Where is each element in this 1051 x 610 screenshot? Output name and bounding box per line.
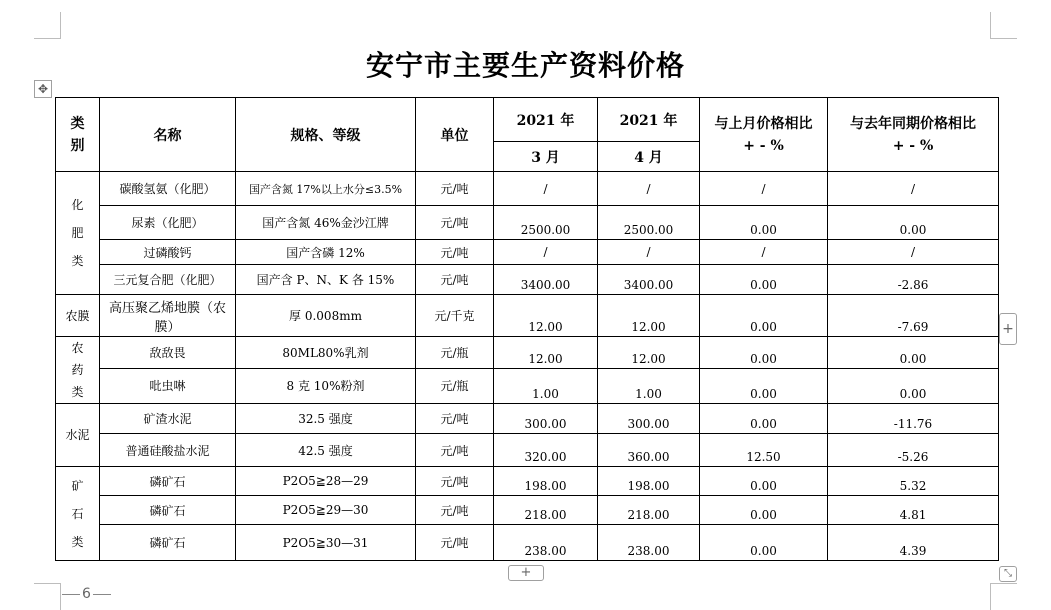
table-resize-handle-icon[interactable]: ⤡	[999, 566, 1017, 582]
table-row	[56, 337, 999, 369]
page-number: 6	[60, 586, 113, 602]
name-cell: 吡虫啉	[100, 368, 236, 403]
table-move-handle-icon[interactable]: ✥	[34, 80, 52, 98]
march-price-cell: 320.00	[494, 434, 598, 467]
spec-cell: 80ML80%乳剂	[236, 337, 416, 369]
spec-cell: 32.5 强度	[236, 404, 416, 434]
march-price-cell: 12.00	[494, 337, 598, 369]
april-price-cell: 360.00	[598, 434, 700, 467]
march-price-cell: 2500.00	[494, 206, 598, 240]
march-price-cell: /	[494, 240, 598, 265]
header-month-2: 4 月	[598, 142, 700, 172]
unit-cell: 元/瓶	[416, 337, 494, 369]
march-price-cell: 1.00	[494, 368, 598, 403]
header-unit: 单位	[416, 98, 494, 172]
yoy-change-cell: 4.81	[828, 496, 999, 525]
spec-cell: P2O5≧30—31	[236, 525, 416, 561]
spec-cell: 国产含磷 12%	[236, 240, 416, 265]
name-cell: 过磷酸钙	[100, 240, 236, 265]
unit-cell: 元/吨	[416, 206, 494, 240]
header-category: 类 别	[56, 98, 100, 172]
table-row	[56, 240, 999, 265]
unit-cell: 元/吨	[416, 496, 494, 525]
category-cell: 农膜	[56, 295, 100, 337]
page-corner-mark-bottom-right	[990, 583, 1017, 610]
category-cell: 水泥	[56, 404, 100, 467]
yoy-change-cell: 0.00	[828, 206, 999, 240]
name-cell: 普通硅酸盐水泥	[100, 434, 236, 467]
table-row	[56, 206, 999, 240]
march-price-cell: 238.00	[494, 525, 598, 561]
yoy-change-cell: 0.00	[828, 337, 999, 369]
add-row-button[interactable]: +	[508, 565, 544, 581]
spec-cell: 8 克 10%粉剂	[236, 368, 416, 403]
mom-change-cell: 0.00	[700, 368, 828, 403]
unit-cell: 元/吨	[416, 434, 494, 467]
table-row	[56, 525, 999, 561]
april-price-cell: 238.00	[598, 525, 700, 561]
name-cell: 敌敌畏	[100, 337, 236, 369]
spec-cell: 42.5 强度	[236, 434, 416, 467]
unit-cell: 元/吨	[416, 525, 494, 561]
mom-change-cell: /	[700, 240, 828, 265]
yoy-change-cell: 4.39	[828, 525, 999, 561]
table-row	[56, 368, 999, 403]
page-corner-mark-top-left	[34, 12, 61, 39]
name-cell: 磷矿石	[100, 467, 236, 496]
name-cell: 磷矿石	[100, 525, 236, 561]
table-row	[56, 404, 999, 434]
name-cell: 磷矿石	[100, 496, 236, 525]
unit-cell: 元/瓶	[416, 368, 494, 403]
yoy-change-cell: -5.26	[828, 434, 999, 467]
table-row	[56, 295, 999, 337]
unit-cell: 元/吨	[416, 404, 494, 434]
april-price-cell: 1.00	[598, 368, 700, 403]
name-cell: 三元复合肥（化肥）	[100, 265, 236, 295]
header-year-1: 2021 年	[494, 98, 598, 142]
march-price-cell: 198.00	[494, 467, 598, 496]
mom-change-cell: 0.00	[700, 337, 828, 369]
spec-cell: 国产含氮 17%以上水分≤3.5%	[236, 172, 416, 206]
page-title: 安宁市主要生产资料价格	[365, 49, 685, 82]
mom-change-cell: 0.00	[700, 404, 828, 434]
april-price-cell: 198.00	[598, 467, 700, 496]
april-price-cell: /	[598, 172, 700, 206]
march-price-cell: 218.00	[494, 496, 598, 525]
category-cell: 农 药 类	[56, 337, 100, 404]
name-cell: 碳酸氢氨（化肥）	[100, 172, 236, 206]
unit-cell: 元/吨	[416, 172, 494, 206]
march-price-cell: 12.00	[494, 295, 598, 337]
yoy-change-cell: /	[828, 172, 999, 206]
table-row	[56, 467, 999, 496]
april-price-cell: /	[598, 240, 700, 265]
table-row	[56, 265, 999, 295]
april-price-cell: 218.00	[598, 496, 700, 525]
name-cell: 矿渣水泥	[100, 404, 236, 434]
category-cell: 化 肥 类	[56, 172, 100, 295]
spec-cell: 厚 0.008mm	[236, 295, 416, 337]
header-name: 名称	[100, 98, 236, 172]
category-cell: 矿 石 类	[56, 467, 100, 561]
unit-cell: 元/吨	[416, 265, 494, 295]
price-table	[55, 97, 999, 561]
mom-change-cell: 0.00	[700, 467, 828, 496]
spec-cell: 国产含 P、N、K 各 15%	[236, 265, 416, 295]
page-corner-mark-bottom-left	[34, 583, 61, 610]
mom-change-cell: /	[700, 172, 828, 206]
mom-change-cell: 12.50	[700, 434, 828, 467]
april-price-cell: 3400.00	[598, 265, 700, 295]
yoy-change-cell: -2.86	[828, 265, 999, 295]
april-price-cell: 12.00	[598, 295, 700, 337]
mom-change-cell: 0.00	[700, 265, 828, 295]
table-row	[56, 496, 999, 525]
april-price-cell: 300.00	[598, 404, 700, 434]
yoy-change-cell: 5.32	[828, 467, 999, 496]
unit-cell: 元/吨	[416, 467, 494, 496]
header-mom: 与上月价格相比 + - %	[700, 98, 828, 172]
mom-change-cell: 0.00	[700, 525, 828, 561]
header-yoy: 与去年同期价格相比 + - %	[828, 98, 999, 172]
yoy-change-cell: 0.00	[828, 368, 999, 403]
spec-cell: P2O5≧28—29	[236, 467, 416, 496]
header-year-2: 2021 年	[598, 98, 700, 142]
spec-cell: P2O5≧29—30	[236, 496, 416, 525]
unit-cell: 元/千克	[416, 295, 494, 337]
name-cell: 尿素（化肥）	[100, 206, 236, 240]
yoy-change-cell: -11.76	[828, 404, 999, 434]
yoy-change-cell: -7.69	[828, 295, 999, 337]
mom-change-cell: 0.00	[700, 496, 828, 525]
april-price-cell: 2500.00	[598, 206, 700, 240]
unit-cell: 元/吨	[416, 240, 494, 265]
mom-change-cell: 0.00	[700, 206, 828, 240]
table-row	[56, 172, 999, 206]
mom-change-cell: 0.00	[700, 295, 828, 337]
spec-cell: 国产含氮 46%金沙江牌	[236, 206, 416, 240]
header-spec: 规格、等级	[236, 98, 416, 172]
header-month-1: 3 月	[494, 142, 598, 172]
march-price-cell: 3400.00	[494, 265, 598, 295]
april-price-cell: 12.00	[598, 337, 700, 369]
march-price-cell: 300.00	[494, 404, 598, 434]
march-price-cell: /	[494, 172, 598, 206]
yoy-change-cell: /	[828, 240, 999, 265]
page-corner-mark-top-right	[990, 12, 1017, 39]
name-cell: 高压聚乙烯地膜（农膜）	[100, 295, 236, 337]
table-row	[56, 434, 999, 467]
add-column-button[interactable]: +	[999, 313, 1017, 345]
